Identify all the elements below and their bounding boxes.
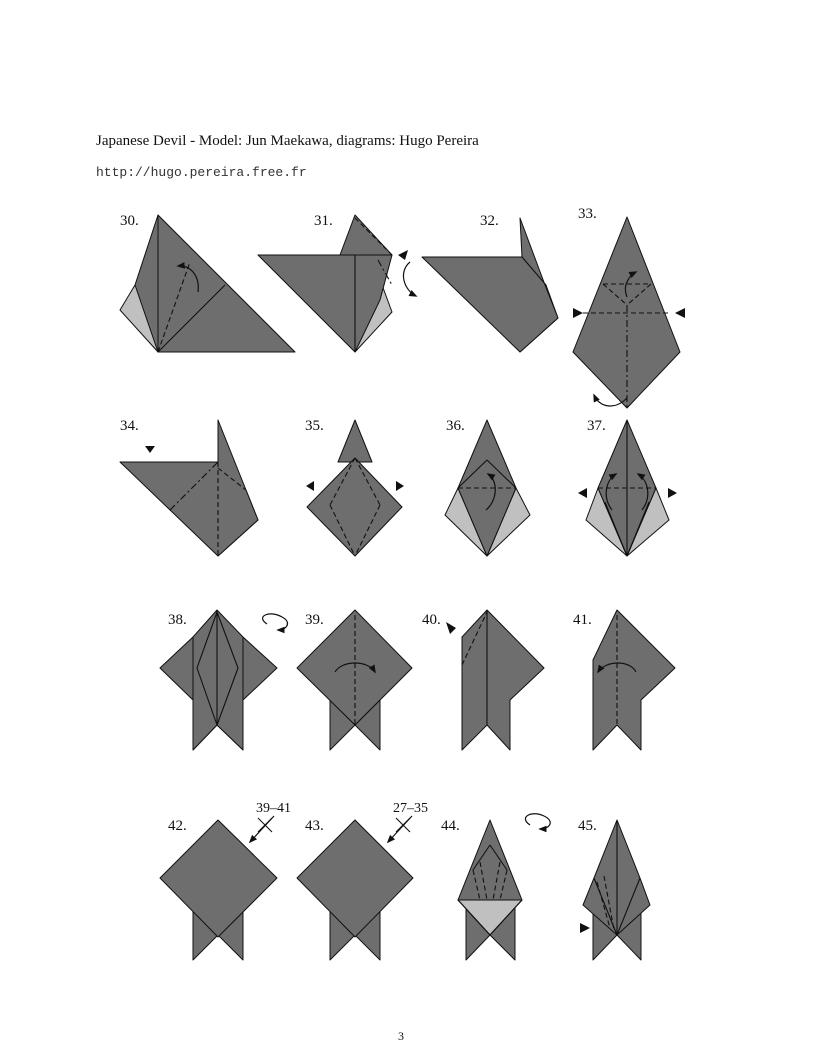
- step-number: 30.: [120, 213, 139, 229]
- step-45: [578, 818, 650, 960]
- step-33: [573, 206, 685, 408]
- step-number: 40.: [422, 612, 441, 628]
- step-38: [160, 610, 288, 750]
- step-number: 43.: [305, 818, 324, 834]
- step-40: [422, 610, 544, 750]
- step-31: [258, 213, 416, 352]
- step-number: 42.: [168, 818, 187, 834]
- step-number: 36.: [446, 418, 465, 434]
- step-number: 45.: [578, 818, 597, 834]
- step-number: 39.: [305, 612, 324, 628]
- step-number: 32.: [480, 213, 499, 229]
- step-36: [445, 418, 530, 556]
- step-44: [441, 814, 550, 960]
- step-number: 44.: [441, 818, 460, 834]
- repeat-reference: 27–35: [393, 801, 428, 816]
- step-43: [297, 801, 428, 960]
- page-number: 3: [398, 1029, 404, 1043]
- step-number: 41.: [573, 612, 592, 628]
- author-url[interactable]: http://hugo.pereira.free.fr: [96, 165, 307, 180]
- page-title: Japanese Devil - Model: Jun Maekawa, diagrams: Hugo Pereira: [96, 133, 479, 149]
- step-number: 37.: [587, 418, 606, 434]
- repeat-reference: 39–41: [256, 801, 291, 816]
- step-41: [573, 610, 675, 750]
- step-42: [160, 801, 291, 960]
- step-number: 35.: [305, 418, 324, 434]
- step-32: [422, 213, 558, 352]
- step-30: [120, 213, 295, 352]
- step-37: [578, 418, 677, 556]
- step-number: 34.: [120, 418, 139, 434]
- step-number: 33.: [578, 206, 597, 222]
- step-35: [305, 418, 404, 556]
- step-number: 31.: [314, 213, 333, 229]
- step-34: [120, 418, 258, 556]
- step-number: 38.: [168, 612, 187, 628]
- step-39: [297, 610, 412, 750]
